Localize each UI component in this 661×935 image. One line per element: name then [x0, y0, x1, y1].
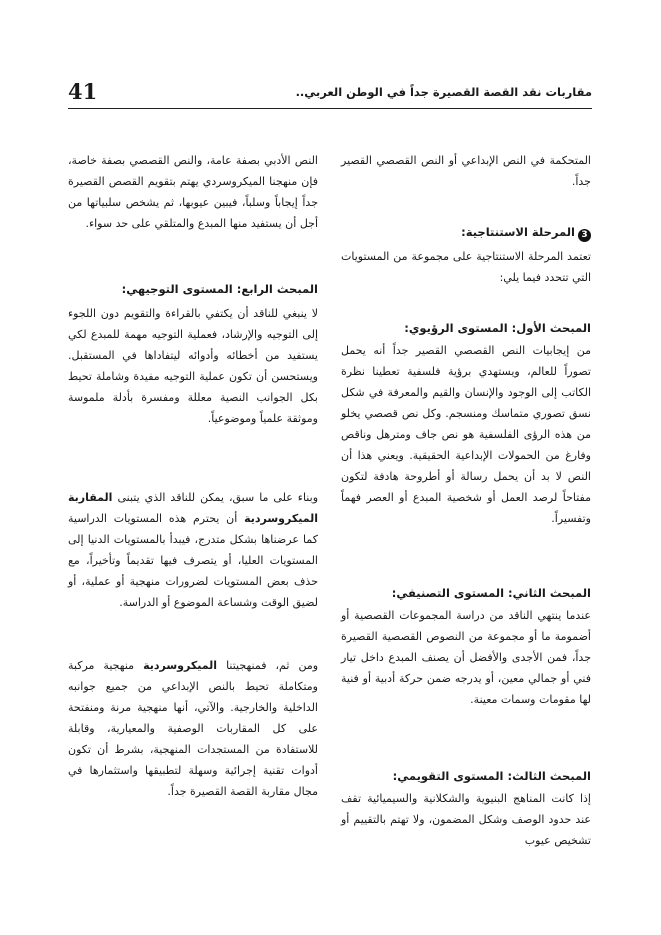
stage-title: المرحلة الاستنتاجية: — [461, 225, 575, 239]
right-column — [341, 150, 591, 851]
paragraph — [68, 487, 318, 655]
paragraph: المتحكمة في النص الإبداعي أو النص القصصي القصير جداً. — [341, 154, 591, 188]
paragraph: تعتمد المرحلة الاستنتاجية على مجموعة من المستويات التي تتحدد فيما يلي: — [341, 250, 591, 284]
page-number: 41 — [68, 79, 98, 104]
keyword-bold: المقاربة الميكروسردية — [68, 491, 319, 525]
text-run: وبناء على ما سبق، يمكن للناقد الذي يتبنى — [117, 491, 319, 504]
text-run: أن يحترم هذه المستويات الدراسية كما عرضناها بشكل متدرج، فيبدأ بالمستويات الدنيا إلى المستويات العليا، أو يتصرف فيها تقديماً وتأخيراً، مع حذف بعض المستويات لضرورات منهجية أو عملية، أو لضيق الوقت وشساعة الموضوع أو الدراسة. — [68, 512, 318, 609]
stage-number-badge: 3 — [578, 229, 591, 242]
paragraph: لا ينبغي للناقد أن يكتفي بالقراءة والتقويم دون اللجوء إلى التوجيه والإرشاد، فعملية التوجيه مهمة للمبدع لكي يستفيد من أخطائه وأدوائه ليتفاداها في المستقبل. ويستحسن أن تكون عملية التوجيه مفيدة وشاملة تحيط بكل الجوانب النصية معللة ومفسرة بأدلة ملموسة وموثقة علمياً وموضوعياً. — [68, 307, 318, 425]
paragraph: النص الأدبي بصفة عامة، والنص القصصي بصفة خاصة، فإن منهجنا الميكروسردي يهتم بتقويم القصص القصيرة جداً إيجاباً وسلباً، فيبين عيوبها، ثم يشخص سلبياتها من أجل أن يستفيد منها المبدع والمتلقي على حد سواء. — [68, 154, 318, 230]
paragraph — [68, 655, 318, 802]
section-heading-classification: المبحث الثاني: المستوى التصنيفي: — [391, 586, 591, 600]
header-rule — [68, 108, 592, 109]
section-heading-stage — [341, 222, 591, 246]
text-run: منهجية مركبة ومتكاملة تحيط بالنص الإبداعي من جميع جوانبه الداخلية والخارجية. والآتي، أنها منهجية مرنة ومنفتحة على كل المقاربات الوصفية والمعيارية، وقابلة للاستفادة من المستجدات المنهجية، بشرط أن تكون أدوات تقنية إجرائية وسهلة لتطبيقها واستثمارها في مجال مقاربة القصة القصيرة جداً. — [68, 659, 318, 798]
running-header — [68, 80, 592, 106]
left-column — [68, 150, 318, 802]
paragraph: إذا كانت المناهج البنيوية والشكلانية والسيميائية تقف عند حدود الوصف وشكل المضمون، ولا تهتم بالتقييم أو تشخيص عيوب — [341, 792, 591, 847]
keyword-bold: الميكروسردية — [143, 659, 218, 672]
paragraph: من إيجابيات النص القصصي القصير جداً أنه يحمل تصوراً للعالم، ويستهدي برؤية فلسفية تعطينا نظرة الكاتب إلى الوجود والإنسان والقيم والمعرفة في شكل نسق تصوري متماسك ومنسجم. وكل نص قصصي يخلو من هذه الرؤى الفلسفية هو نص جاف ومترهل وناقص وفارغ من الحمولات الإبداعية الحقيقية. ويعني هذا أن النص لا بد أن يحمل رسالة أو أطروحة هادفة لتكون مفتاحاً لرصد العمل أو شخصية المبدع أو العصر فهماً وتفسيراً. — [341, 344, 591, 525]
paragraph: عندما ينتهي الناقد من دراسة المجموعات القصصية أو أضمومة ما أو مجموعة من النصوص القصصية القصيرة جداً، فمن الأجدى والأفضل أن يصنف المبدع داخل تيار فني أو جمالي معين، أو يدرجه ضمن حركة أدبية أو فنية لها مقومات وسمات معينة. — [341, 609, 591, 706]
section-heading-visionary: المبحث الأول: المستوى الرؤيوي: — [404, 321, 591, 335]
section-heading-directive: المبحث الرابع: المستوى التوجيهي: — [121, 282, 318, 296]
text-run: ومن ثم، فمنهجيتنا — [226, 659, 319, 672]
running-title: مقاربات نقد القصة القصيرة جداً في الوطن العربي.. — [295, 85, 592, 99]
section-heading-evaluative: المبحث الثالث: المستوى التقويمي: — [392, 769, 591, 783]
